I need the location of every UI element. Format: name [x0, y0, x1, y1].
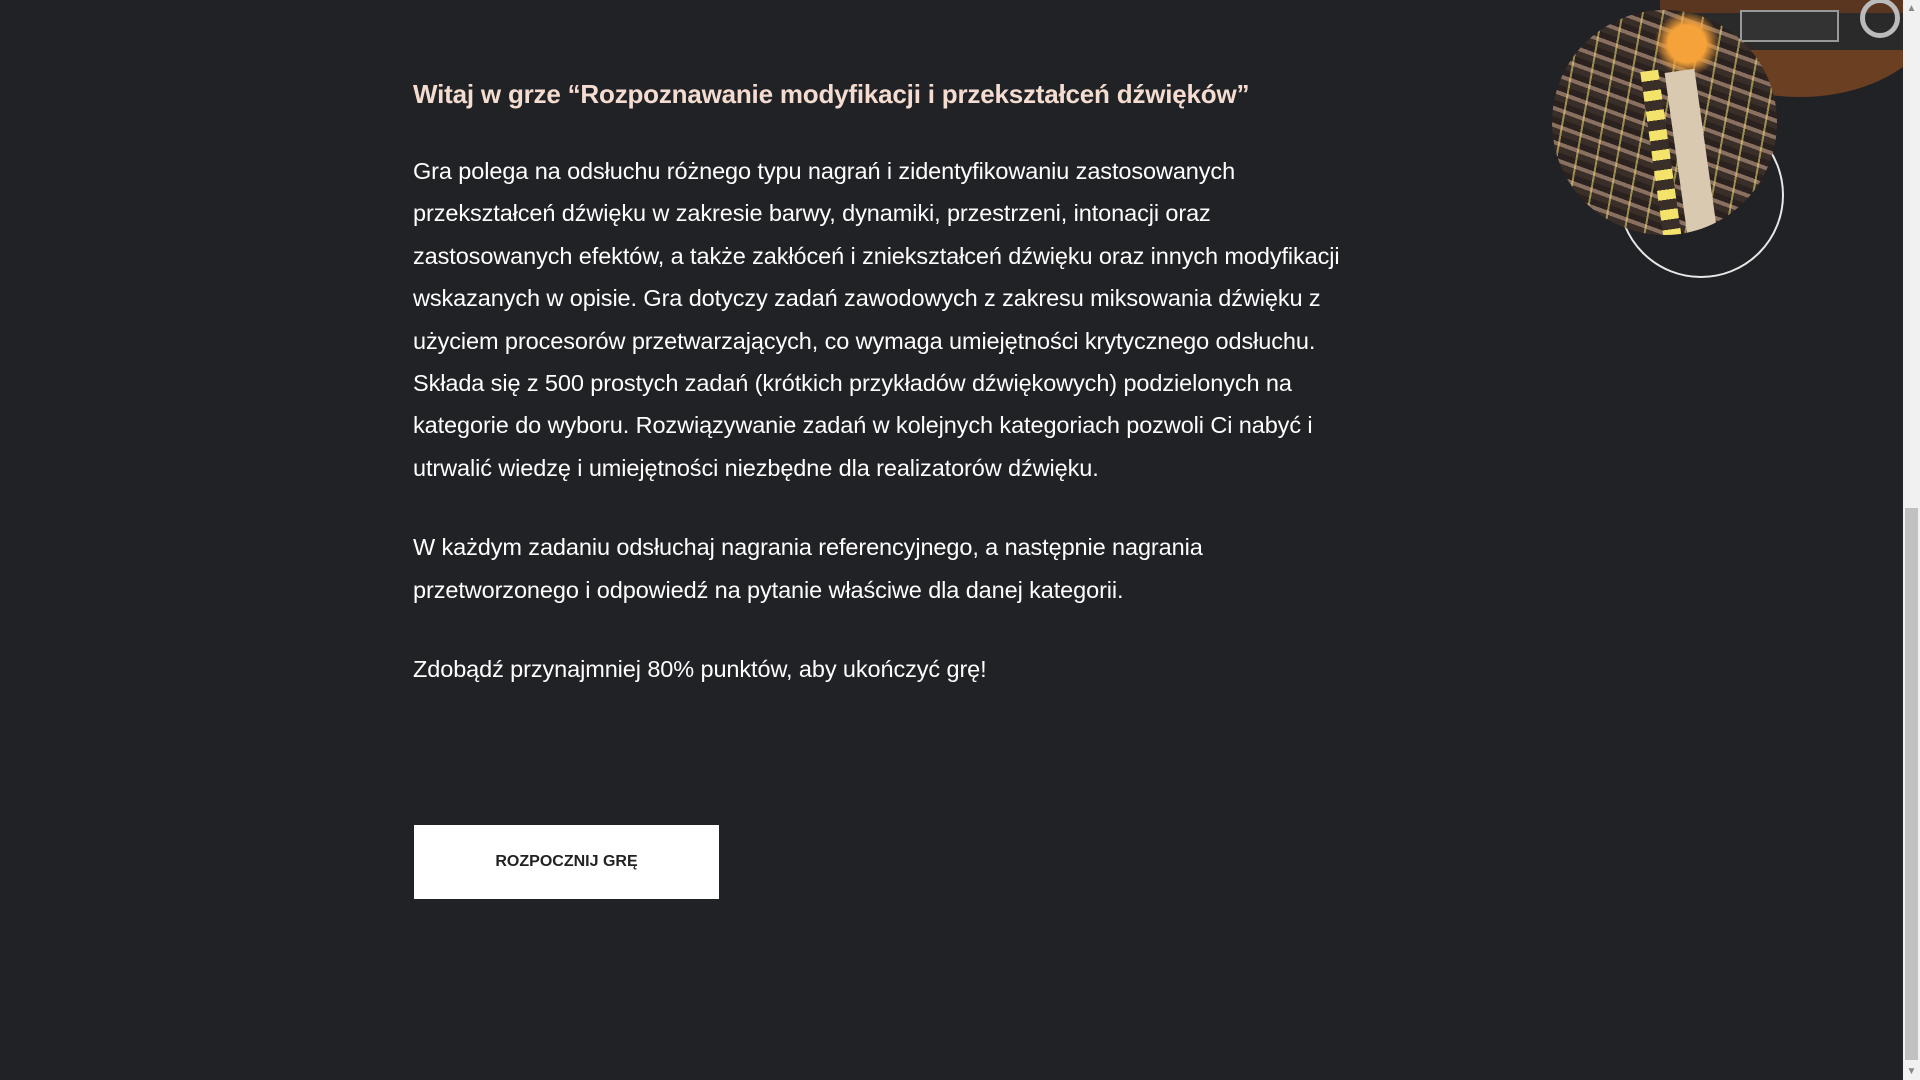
instructions-paragraph: W każdym zadaniu odsłuchaj nagrania referencyjnego, a następnie nagrania przetworzonego i odpowiedź na pytanie właściwe dla danej kategorii.	[413, 534, 1203, 603]
page-title: Witaj w grze “Rozpoznawanie modyfikacji i przekształceń dźwięków”	[413, 79, 1250, 109]
intro-section	[413, 72, 1373, 690]
scroll-down-icon[interactable]: ▼	[1906, 1066, 1917, 1077]
scroll-up-icon[interactable]: ▲	[1906, 3, 1917, 14]
description-paragraph: Gra polega na odsłuchu różnego typu nagrań i zidentyfikowaniu zastosowanych przekształceń dźwięku w zakresie barwy, dynamiki, przestrzeni, intonacji oraz zastosowanych efektów, a także zakłóceń i zniekształceń dźwięku oraz innych modyfikacji wskazanych w opisie. Gra dotyczy zadań zawodowych z zakresu miksowania dźwięku z użyciem procesorów przetwarzających, co wymaga umiejętności krytycznego odsłuchu. Składa się z 500 prostych zadań (krótkich przykładów dźwiękowych) podzielonych na kategorie do wyboru. Rozwiązywanie zadań w kolejnych kategoriach pozwoli Ci nabyć i utrwalić wiedzę i umiejętności niezbędne dla realizatorów dźwięku.	[413, 158, 1340, 481]
mixing-console-image	[1552, 10, 1777, 235]
start-game-button[interactable]: ROZPOCZNIJ GRĘ	[414, 825, 719, 899]
scrollbar[interactable]	[1903, 0, 1920, 1080]
scrollbar-thumb[interactable]	[1905, 508, 1918, 1060]
goal-paragraph: Zdobądź przynajmniej 80% punktów, aby ukończyć grę!	[413, 656, 987, 683]
